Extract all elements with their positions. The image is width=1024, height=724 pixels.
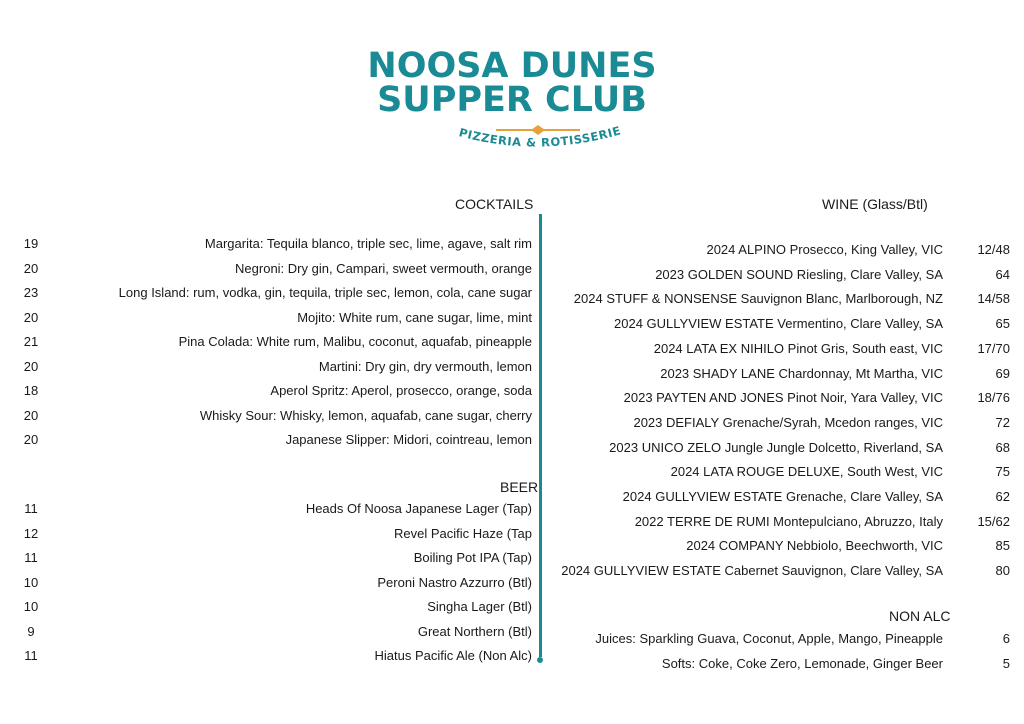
item-description: 2024 ALPINO Prosecco, King Valley, VIC bbox=[706, 242, 943, 257]
item-description: Great Northern (Btl) bbox=[417, 623, 532, 639]
item-description: Heads Of Noosa Japanese Lager (Tap) bbox=[305, 501, 532, 516]
item-price: 85 bbox=[995, 538, 1010, 554]
item-description: Peroni Nastro Azzurro (Btl) bbox=[377, 574, 532, 590]
brand-name-line2: SUPPER CLUB bbox=[377, 80, 647, 120]
item-price: 12 bbox=[23, 525, 39, 541]
item-description: Negroni: Dry gin, Campari, sweet vermouth, orange bbox=[235, 260, 532, 276]
item-description: 2023 UNICO ZELO Jungle Jungle Dolcetto, Riverland, SA bbox=[609, 439, 943, 455]
item-price: 18/76 bbox=[977, 390, 1010, 406]
item-price: 10 bbox=[23, 599, 39, 614]
cocktails-heading: COCKTAILS bbox=[455, 196, 534, 212]
item-price: 20 bbox=[23, 407, 39, 423]
item-price: 80 bbox=[995, 563, 1010, 579]
item-description: Aperol Spritz: Aperol, prosecco, orange, soda bbox=[270, 383, 532, 398]
item-description: Juices: Sparkling Guava, Coconut, Apple, Mango, Pineapple bbox=[595, 631, 943, 646]
item-description: 2022 TERRE DE RUMI Montepulciano, Abruzzo, Italy bbox=[634, 513, 943, 529]
item-description: Pina Colada: White rum, Malibu, coconut, aquafab, pineapple bbox=[178, 334, 532, 349]
item-price: 14/58 bbox=[977, 291, 1010, 307]
item-price: 11 bbox=[24, 648, 38, 663]
item-description: 2024 STUFF & NONSENSE Sauvignon Blanc, Marlborough, NZ bbox=[573, 291, 943, 307]
item-price: 12/48 bbox=[977, 242, 1010, 257]
item-description: Long Island: rum, vodka, gin, tequila, triple sec, lemon, cola, cane sugar bbox=[118, 285, 532, 300]
item-price: 23 bbox=[23, 285, 39, 300]
item-description: 2024 LATA EX NIHILO Pinot Gris, South east, VIC bbox=[653, 340, 943, 356]
item-description: Singha Lager (Btl) bbox=[427, 599, 532, 614]
beer-heading: BEER bbox=[500, 479, 539, 495]
item-price: 20 bbox=[23, 309, 39, 325]
item-price: 6 bbox=[1002, 631, 1010, 646]
item-description: Boiling Pot IPA (Tap) bbox=[413, 550, 532, 565]
item-price: 75 bbox=[995, 464, 1010, 480]
item-price: 20 bbox=[23, 358, 39, 374]
item-description: 2024 LATA ROUGE DELUXE, South West, VIC bbox=[670, 464, 943, 480]
brand-logo bbox=[0, 0, 1024, 170]
item-description: 2023 SHADY LANE Chardonnay, Mt Martha, VIC bbox=[660, 365, 943, 381]
item-description: Whisky Sour: Whisky, lemon, aquafab, cane sugar, cherry bbox=[199, 407, 532, 423]
non-alc-heading: NON ALC bbox=[889, 608, 951, 624]
item-description: Martini: Dry gin, dry vermouth, lemon bbox=[318, 358, 532, 374]
item-description: Margarita: Tequila blanco, triple sec, lime, agave, salt rim bbox=[204, 236, 532, 251]
item-price: 62 bbox=[995, 489, 1010, 504]
item-description: 2024 GULLYVIEW ESTATE Vermentino, Clare Valley, SA bbox=[614, 316, 943, 332]
column-divider bbox=[539, 214, 542, 657]
item-price: 18 bbox=[23, 383, 39, 398]
item-description: Hiatus Pacific Ale (Non Alc) bbox=[374, 648, 532, 663]
divider-dot bbox=[537, 657, 543, 663]
brand-subtitle: PIZZERIA & ROTISSERIE bbox=[457, 123, 623, 150]
item-description: 2024 COMPANY Nebbiolo, Beechworth, VIC bbox=[686, 538, 943, 554]
item-description: 2024 GULLYVIEW ESTATE Cabernet Sauvignon, Clare Valley, SA bbox=[561, 563, 943, 579]
item-price: 15/62 bbox=[977, 513, 1010, 529]
item-description: Mojito: White rum, cane sugar, lime, mint bbox=[297, 309, 532, 325]
item-description: 2023 GOLDEN SOUND Riesling, Clare Valley, SA bbox=[655, 266, 943, 282]
wine-heading: WINE (Glass/Btl) bbox=[822, 196, 928, 212]
item-price: 11 bbox=[24, 550, 38, 565]
item-price: 10 bbox=[23, 574, 39, 590]
item-price: 65 bbox=[995, 316, 1010, 332]
brand-subtitle-arc bbox=[0, 118, 1024, 168]
item-description: Softs: Coke, Coke Zero, Lemonade, Ginger Beer bbox=[661, 655, 943, 671]
item-description: 2024 GULLYVIEW ESTATE Grenache, Clare Valley, SA bbox=[622, 489, 943, 504]
item-price: 9 bbox=[27, 623, 35, 639]
item-price: 19 bbox=[23, 236, 39, 251]
item-description: Revel Pacific Haze (Tap bbox=[394, 525, 532, 541]
item-price: 17/70 bbox=[977, 340, 1010, 356]
item-price: 21 bbox=[23, 334, 39, 349]
item-description: 2023 PAYTEN AND JONES Pinot Noir, Yara Valley, VIC bbox=[623, 390, 943, 406]
item-price: 72 bbox=[995, 414, 1010, 430]
ornament-diamond bbox=[531, 125, 545, 135]
item-price: 68 bbox=[995, 439, 1010, 455]
item-price: 20 bbox=[23, 260, 39, 276]
item-description: Japanese Slipper: Midori, cointreau, lemon bbox=[285, 432, 532, 447]
item-price: 64 bbox=[995, 266, 1010, 282]
brand-name-line1: NOOSA DUNES bbox=[367, 46, 657, 86]
item-price: 11 bbox=[24, 501, 38, 516]
item-price: 5 bbox=[1002, 655, 1010, 671]
item-price: 69 bbox=[995, 365, 1010, 381]
item-price: 20 bbox=[23, 432, 39, 447]
item-description: 2023 DEFIALY Grenache/Syrah, Mcedon ranges, VIC bbox=[633, 414, 943, 430]
